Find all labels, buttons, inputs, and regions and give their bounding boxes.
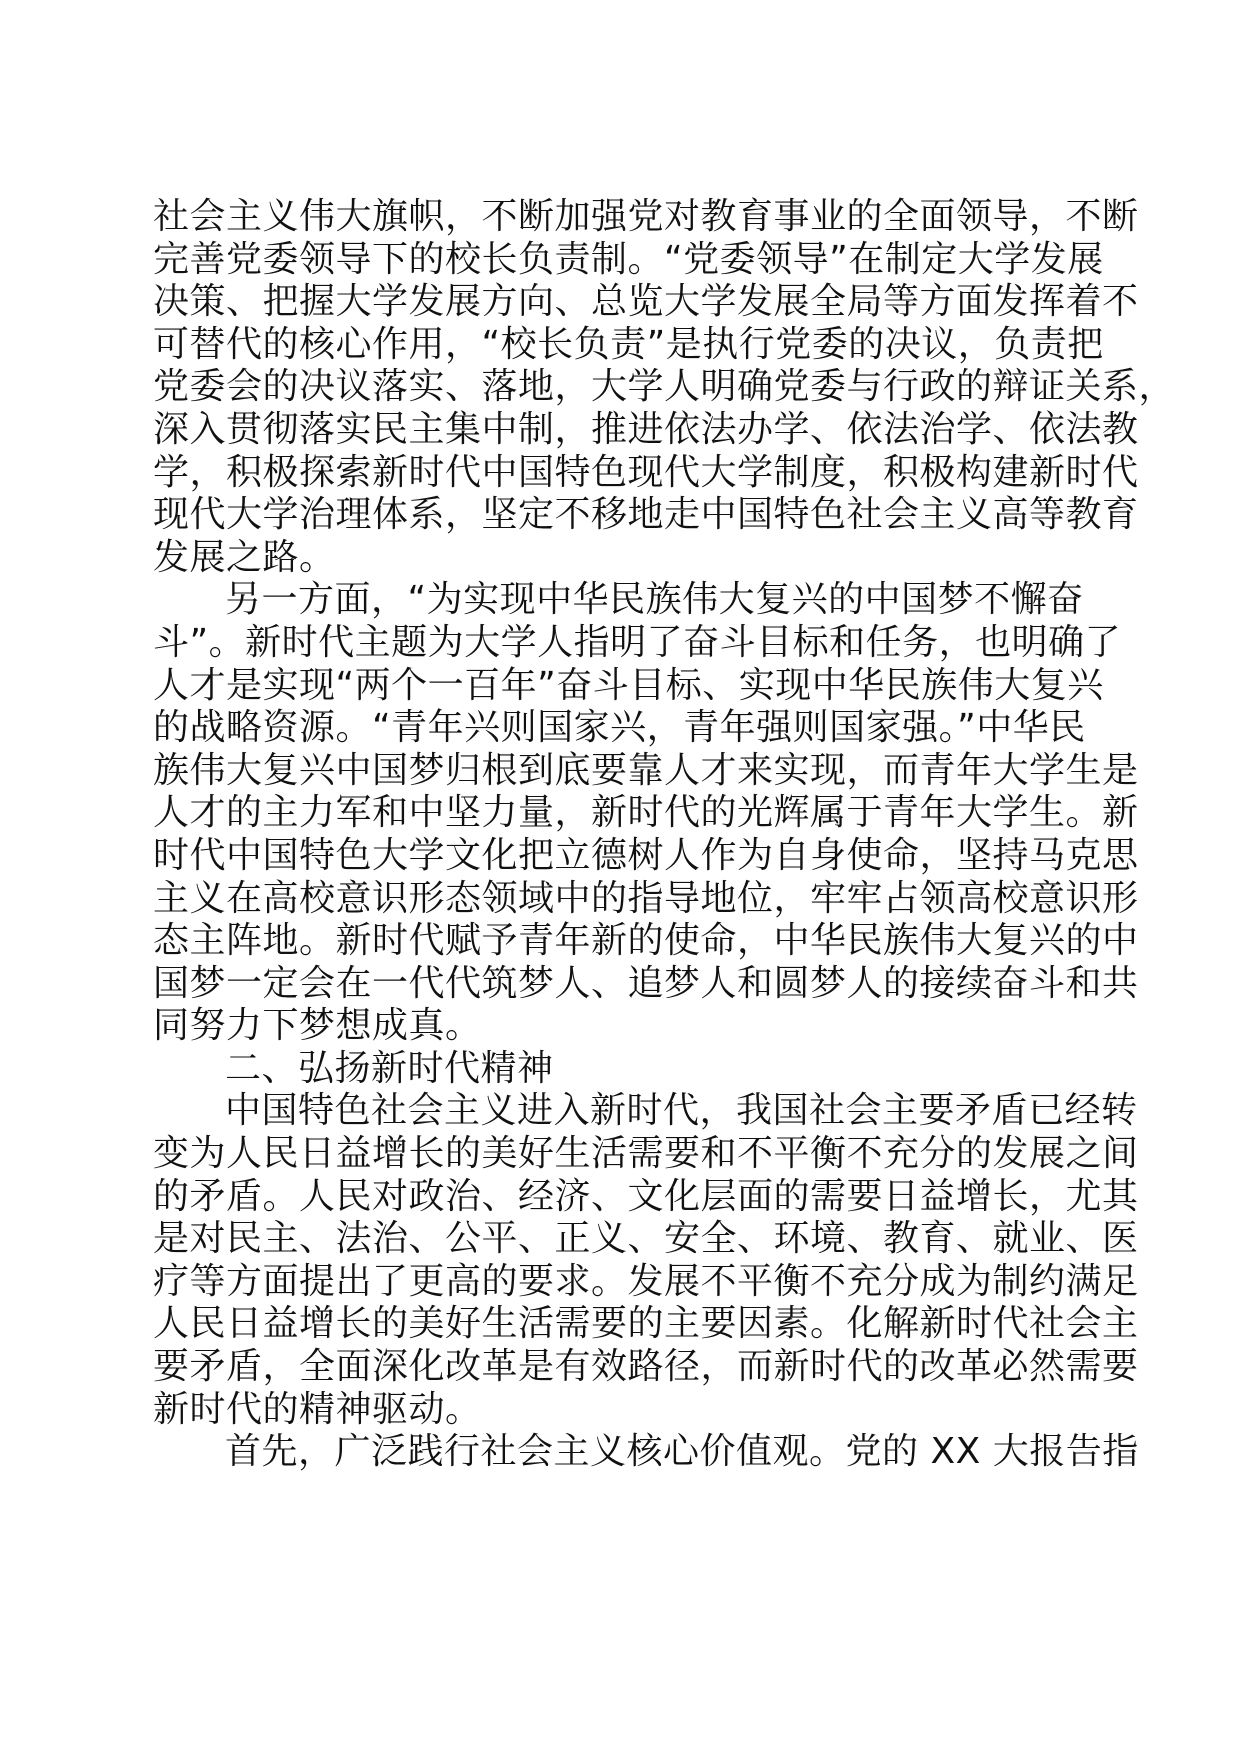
text-line: 是对民主、法治、公平、正义、安全、环境、教育、就业、医 [153,1218,1139,1260]
text-line: 完善党委领导下的校长负责制。“党委领导”在制定大学发展 [153,238,1104,280]
paragraph-first-line: 中国特色社会主义进入新时代，我国社会主要矛盾已经转 [225,1090,1138,1132]
text-line: 人民日益增长的美好生活需要的主要因素。化解新时代社会主 [153,1303,1139,1345]
text-line: 可替代的核心作用，“校长负责”是执行党委的决议，负责把 [153,323,1104,365]
document-body [153,196,1176,1474]
text-line: 深入贯彻落实民主集中制，推进依法办学、依法治学、依法教 [153,408,1139,450]
paragraph-first-line: 首先，广泛践行社会主义核心价值观。党的 XX 大报告指 [225,1431,1139,1473]
text-line: 人才的主力军和中坚力量，新时代的光辉属于青年大学生。新 [153,792,1139,834]
text-line: 主义在高校意识形态领域中的指导地位，牢牢占领高校意识形 [153,877,1139,919]
text-line: 的矛盾。人民对政治、经济、文化层面的需要日益增长，尤其 [153,1175,1139,1217]
text-line: 现代大学治理体系，坚定不移地走中国特色社会主义高等教育 [153,494,1139,536]
text-line: 决策、把握大学发展方向、总览大学发展全局等方面发挥着不 [153,281,1139,323]
section-heading: 二、弘扬新时代精神 [225,1047,554,1089]
text-line: 同努力下梦想成真。 [153,1005,482,1047]
text-line: 疗等方面提出了更高的要求。发展不平衡不充分成为制约满足 [153,1260,1139,1302]
paragraph-first-line: 另一方面，“为实现中华民族伟大复兴的中国梦不懈奋 [225,579,1084,621]
text-line: 时代中国特色大学文化把立德树人作为自身使命，坚持马克思 [153,834,1139,876]
text-line: 党委会的决议落实、落地，大学人明确党委与行政的辩证关系， [153,366,1176,408]
text-line: 发展之路。 [153,536,336,578]
text-line: 族伟大复兴中国梦归根到底要靠人才来实现，而青年大学生是 [153,749,1139,791]
text-line: 要矛盾，全面深化改革是有效路径，而新时代的改革必然需要 [153,1346,1139,1388]
text-line: 人才是实现“两个一百年”奋斗目标、实现中华民族伟大复兴 [153,664,1104,706]
text-line: 斗”。新时代主题为大学人指明了奋斗目标和任务，也明确了 [153,621,1122,663]
text-line: 态主阵地。新时代赋予青年新的使命，中华民族伟大复兴的中 [153,920,1139,962]
text-line: 国梦一定会在一代代筑梦人、追梦人和圆梦人的接续奋斗和共 [153,962,1139,1004]
text-line: 新时代的精神驱动。 [153,1388,482,1430]
text-line: 学，积极探索新时代中国特色现代大学制度，积极构建新时代 [153,451,1139,493]
text-line: 的战略资源。“青年兴则国家兴，青年强则国家强。”中华民 [153,707,1086,749]
text-line: 变为人民日益增长的美好生活需要和不平衡不充分的发展之间 [153,1133,1139,1175]
text-line: 社会主义伟大旗帜，不断加强党对教育事业的全面领导，不断 [153,196,1139,237]
